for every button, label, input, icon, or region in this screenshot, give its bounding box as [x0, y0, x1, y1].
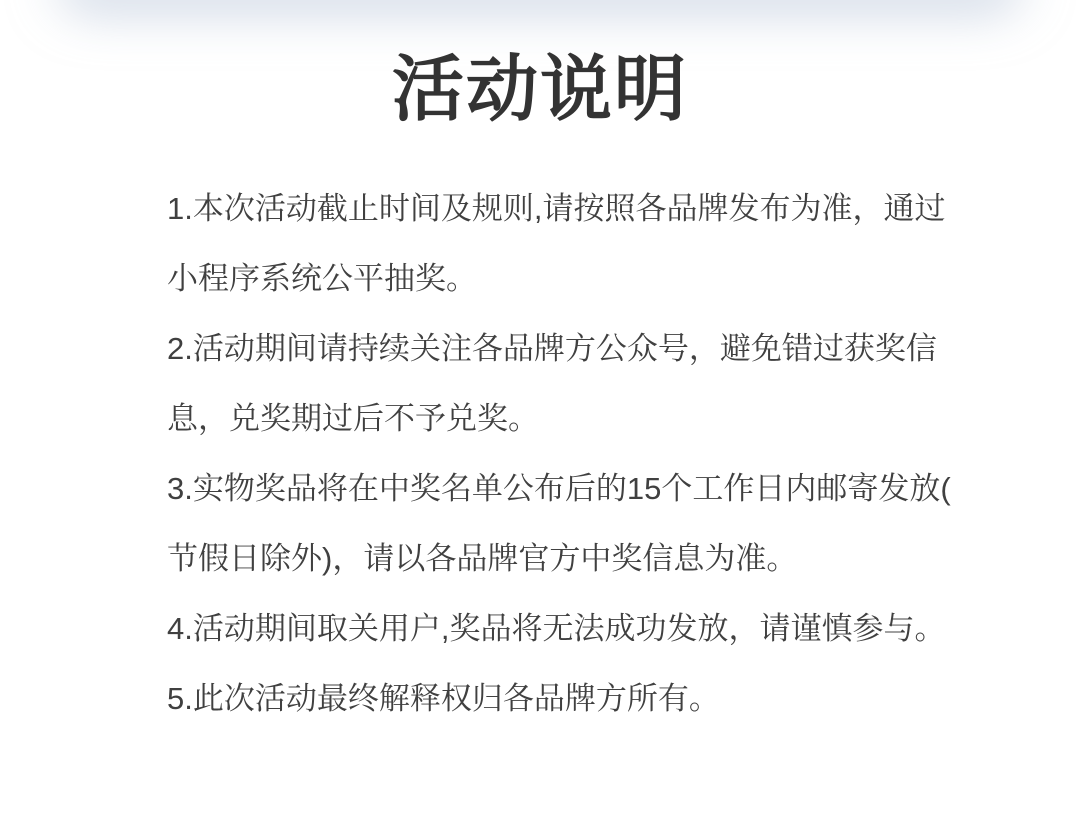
- rules-line: 2.活动期间请持续关注各品牌方公众号，避免错过获奖信: [167, 331, 937, 366]
- rules-line: 5.此次活动最终解释权归各品牌方所有。: [167, 681, 720, 716]
- rules-line: 3.实物奖品将在中奖名单公布后的15个工作日内邮寄发放(: [167, 471, 951, 506]
- page-title: 活动说明: [391, 50, 688, 130]
- rules-line: 息，兑奖期过后不予兑奖。: [167, 401, 539, 436]
- rules-line: 节假日除外)，请以各品牌官方中奖信息为准。: [167, 541, 798, 576]
- rules-line: 小程序系统公平抽奖。: [167, 261, 477, 296]
- rules-line: 4.活动期间取关用户,奖品将无法成功发放，请谨慎参与。: [167, 611, 946, 646]
- rules-text-block: [167, 174, 957, 734]
- rules-line: 1.本次活动截止时间及规则,请按照各品牌发布为准，通过: [167, 191, 946, 226]
